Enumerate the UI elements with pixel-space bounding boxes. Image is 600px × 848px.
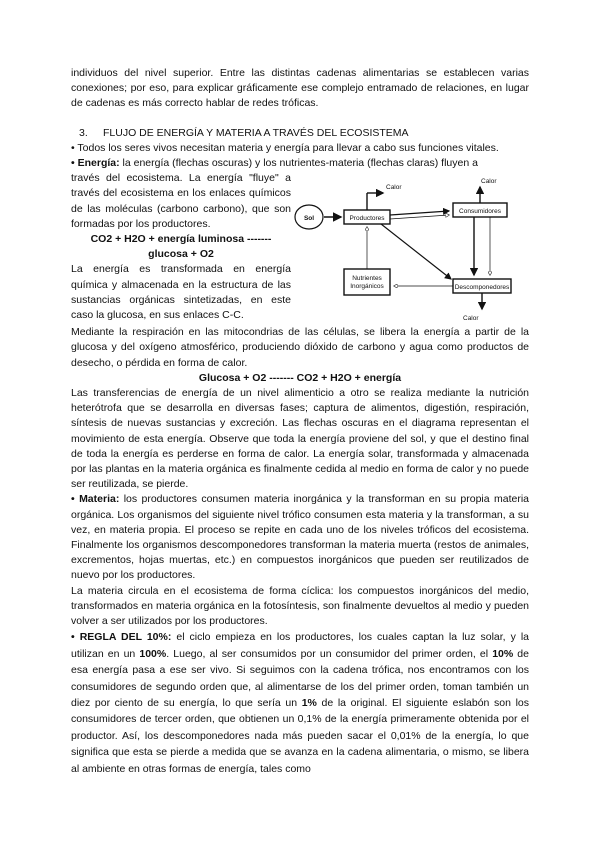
- energia-text-column: [71, 171, 291, 323]
- paragraph-transferencias: Las transferencias de energía de un nivel alimenticio a otro se realiza mediante la nutrición heterótrofa que se desarrolla en diversas fases; captura de alimentos, digestión, respiración, síntesis de nuevas sustancias y excreción. Las flechas oscuras en el diagrama representan el movimiento de esta energía. Observe que toda la energía proviene del sol, y que el destino final de toda la energía es perderse en forma de calor. La energía solar, transformada y almacenada por las plantas en la materia orgánica es finalmente cedida al medio en forma de calor y no puede ser reutilizada, se pierde.: [71, 387, 529, 491]
- regla-bold-10: 10%: [492, 647, 514, 660]
- nutrientes-box: [344, 269, 390, 295]
- paragraph-todos: • Todos los seres vivos necesitan materia y energía para llevar a cabo sus funciones vitales.: [71, 141, 499, 154]
- energia-first-line: [71, 156, 529, 171]
- regla-text-4: de la original. El siguiente eslabón son los consumidores de tercer orden, que obtienen un 0,1% de la energía primeramente obtenida por el productor. Así, los descomponedores nada más pueden sacar el 0,01% de la energía, lo que significa que esta se pierde a medida que se avanza en la cadena alimentaria, o mismo, se libera al ambiente en otras formas de energía, tales como: [71, 696, 529, 775]
- nutrientes-label-1: Nutrientes: [352, 275, 382, 283]
- materia-bullet: •: [71, 493, 75, 506]
- regla-text-1: el ciclo empieza en los productores, los cuales captan la luz solar, y la utilizan en un: [71, 631, 529, 660]
- calor-bottom-label: Calor: [463, 315, 479, 323]
- calor-top-right-label: Calor: [481, 178, 497, 186]
- consumidores-label: Consumidores: [459, 208, 501, 216]
- equation-respiration: Glucosa + O2 ------- CO2 + H2O + energía: [198, 371, 402, 384]
- materia-paragraph: [71, 492, 529, 583]
- section-number: 3.: [79, 126, 88, 139]
- equation-photosynthesis-line-1: CO2 + H2O + energía luminosa -------: [90, 233, 272, 246]
- arrow-productores-consumidores-light: [390, 215, 449, 219]
- regla-text-2: . Luego, al ser consumidos por un consumidor del primer orden, el: [166, 647, 493, 660]
- equation-photosynthesis-line-2: glucosa + O2: [148, 248, 214, 261]
- energia-label: Energía:: [77, 157, 120, 170]
- descomponedores-label: Descomponedores: [454, 284, 510, 292]
- materia-text: los productores consumen materia inorgánica y la transforman en su propia materia orgánica. Los organismos del siguiente nivel trófico consumen esta materia y la transforman, a su vez, en materia propia. El proceso se repite en cada uno de los niveles tróficos del ecosistema. Finalmente los organismos descomponedores transforman la materia muerta (restos de animales, excrementos, hojas muertas, etc.) en compuestos inorgánicos que pueden ser reutilizados de nuevo por los productores.: [71, 493, 529, 582]
- section-title: FLUJO DE ENERGÍA Y MATERIA A TRAVÉS DEL ECOSISTEMA: [103, 126, 409, 139]
- energia-after-equation: La energía es transformada en energía química y almacenada en la estructura de las sustancias orgánicas sintetizadas, en este caso la glucosa, en sus enlaces C-C.: [71, 263, 291, 322]
- regla-paragraph: [71, 629, 529, 777]
- regla-bold-1: 1%: [301, 696, 317, 709]
- regla-label: REGLA DEL 10%:: [79, 631, 172, 644]
- intro-paragraph: [71, 66, 529, 112]
- intro-line-3: lugar de cadenas es más correcto hablar de redes tróficas.: [71, 82, 530, 110]
- document-page: [71, 66, 529, 777]
- section-heading: [79, 126, 529, 141]
- energia-block: [71, 171, 529, 325]
- paragraph-ciclica: La materia circula en el ecosistema de forma cíclica: los compuestos inorgánicos del medio, transformados en materia orgánica en la fotosíntesis, son finalmente devueltos al medio y pueden volver a ser utilizados por los productores.: [71, 584, 529, 628]
- sol-label: Sol: [303, 215, 315, 223]
- energia-wrap-paragraph: través del ecosistema. La energía "fluye" a través del ecosistema en los enlaces químicos de las moléculas (carbono carbono), que son formadas por los productores.: [71, 172, 291, 230]
- arrow-productores-descomponedores: [381, 224, 451, 279]
- paragraph-respiracion: Mediante la respiración en las mitocondrias de las células, se libera la energía a partir de la glucosa y del oxígeno atmosférico, produciendo dióxido de carbono y agua como productos de desecho, o pérdida en forma de calor.: [71, 326, 529, 369]
- energia-first-line-text: la energía (flechas oscuras) y los nutrientes-materia (flechas claras) fluyen a: [119, 157, 478, 170]
- energia-bullet: •: [71, 157, 75, 170]
- intro-line-1: individuos del nivel superior. Entre las distintas cadenas alimentarias se establecen varias: [71, 67, 529, 79]
- regla-text-3: de esa energía pasa a ese ser vivo. Si seguimos con la cadena trófica, nos encontramos con los consumidores de segundo orden que, al alimentarse de los del primer orden, toman también un diez por ciento de su energía, lo que sería un: [71, 647, 529, 709]
- nutrientes-label-2: Inorgánicos: [350, 283, 384, 291]
- regla-bold-100: 100%: [139, 647, 167, 660]
- materia-label: Materia:: [79, 493, 120, 506]
- intro-line-2: conexiones; por eso, para explicar gráficamente ese complejo entramado de relaciones, en: [71, 82, 503, 95]
- regla-bullet: •: [71, 631, 75, 644]
- productores-label: Productores: [349, 215, 385, 223]
- arrow-productores-consumidores: [390, 211, 449, 215]
- energy-flow-diagram: [291, 175, 529, 325]
- calor-top-left-label: Calor: [386, 184, 402, 192]
